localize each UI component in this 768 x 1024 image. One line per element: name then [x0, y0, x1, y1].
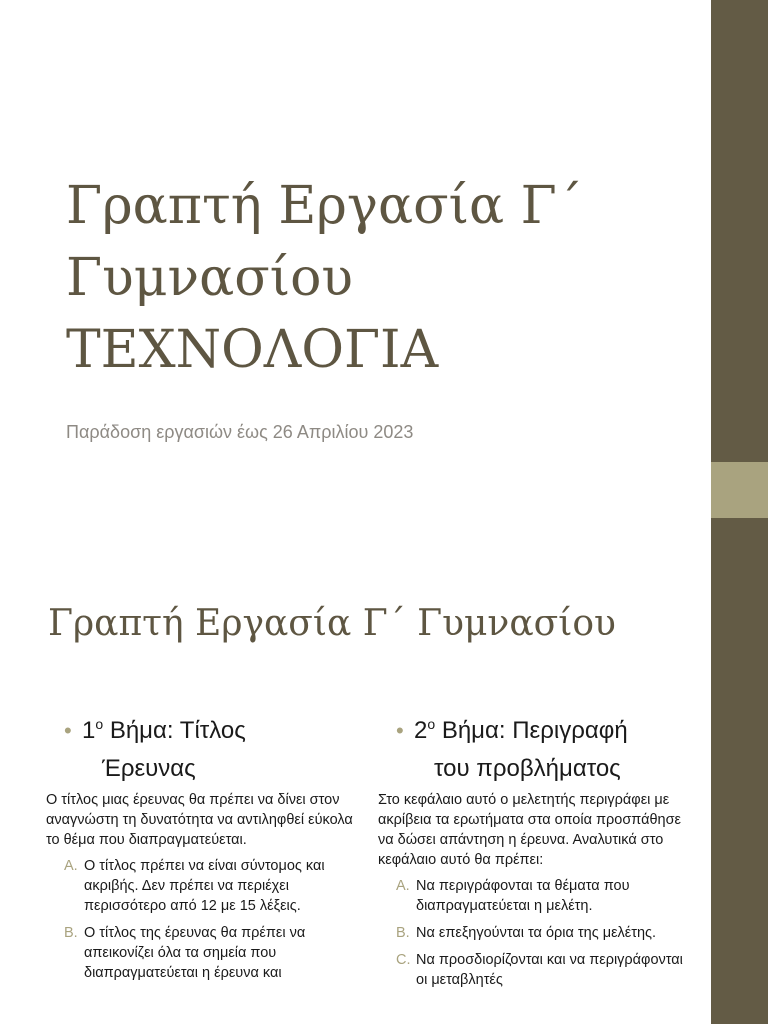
list-item [46, 856, 356, 916]
step-label: Βήμα: Τίτλος [103, 717, 246, 744]
step-ordinal: ο [427, 716, 436, 732]
list-letter: A. [64, 858, 78, 874]
right-column [378, 712, 688, 997]
list-item [378, 876, 688, 916]
list-text: Ο τίτλος της έρευνας θα πρέπει να απεικονίζει όλα τα σημεία που διαπραγματεύεται η έρευνα και [84, 925, 306, 981]
list-item [378, 923, 688, 943]
step-label: Βήμα: Περιγραφή [435, 717, 628, 744]
list-text: Ο τίτλος πρέπει να είναι σύντομος και ακριβής. Δεν πρέπει να περιέχει περισσότερο από 12 με 15 λέξεις. [84, 858, 325, 914]
step-label-line2: του προβλήματος [434, 755, 621, 782]
list-item [46, 923, 356, 983]
step-number: 1 [82, 717, 96, 744]
title-line-1: Γραπτή Εργασία Γ΄ [66, 176, 583, 236]
list-letter: B. [64, 925, 78, 941]
bullet-icon: • [64, 718, 72, 743]
step-2-intro: Στο κεφάλαιο αυτό ο μελετητής περιγράφει με ακρίβεια τα ερωτήματα στα οποία προσπάθησε να δώσει απάντηση η έρευνα. Αναλυτικά στο κεφάλαιο αυτό θα πρέπει: [378, 792, 681, 868]
list-letter: A. [396, 878, 410, 894]
step-1-heading [46, 712, 356, 788]
step-1-list [46, 856, 356, 983]
list-letter: C. [396, 952, 411, 968]
content-slide-title: Γραπτή Εργασία Γ΄ Γυμνασίου [48, 603, 616, 644]
step-ordinal: ο [95, 716, 104, 732]
left-column [46, 712, 356, 990]
title-line-2: Γυμνασίου [66, 248, 354, 308]
step-2-heading [378, 712, 688, 788]
bullet-icon: • [396, 718, 404, 743]
title-line-3: ΤΕΧΝΟΛΟΓΙΑ [66, 320, 439, 380]
step-number: 2 [414, 717, 428, 744]
step-1-intro: Ο τίτλος μιας έρευνας θα πρέπει να δίνει στον αναγνώστη τη δυνατότητα να αντιληφθεί εύκολα το θέμα που διαπραγματεύεται. [46, 792, 353, 848]
list-text: Να επεξηγούνται τα όρια της μελέτης. [416, 925, 657, 941]
list-letter: B. [396, 925, 410, 941]
list-text: Να προσδιορίζονται και να περιγράφονται οι μεταβλητές [416, 952, 683, 988]
list-text: Να περιγράφονται τα θέματα που διαπραγματεύεται η μελέτη. [416, 878, 630, 914]
step-label-line2: Έρευνας [102, 755, 196, 782]
slide-subtitle: Παράδοση εργασιών έως 26 Απριλίου 2023 [66, 422, 414, 442]
accent-block [711, 462, 768, 518]
step-2-list [378, 876, 688, 990]
slide-title [66, 170, 686, 386]
list-item [378, 950, 688, 990]
